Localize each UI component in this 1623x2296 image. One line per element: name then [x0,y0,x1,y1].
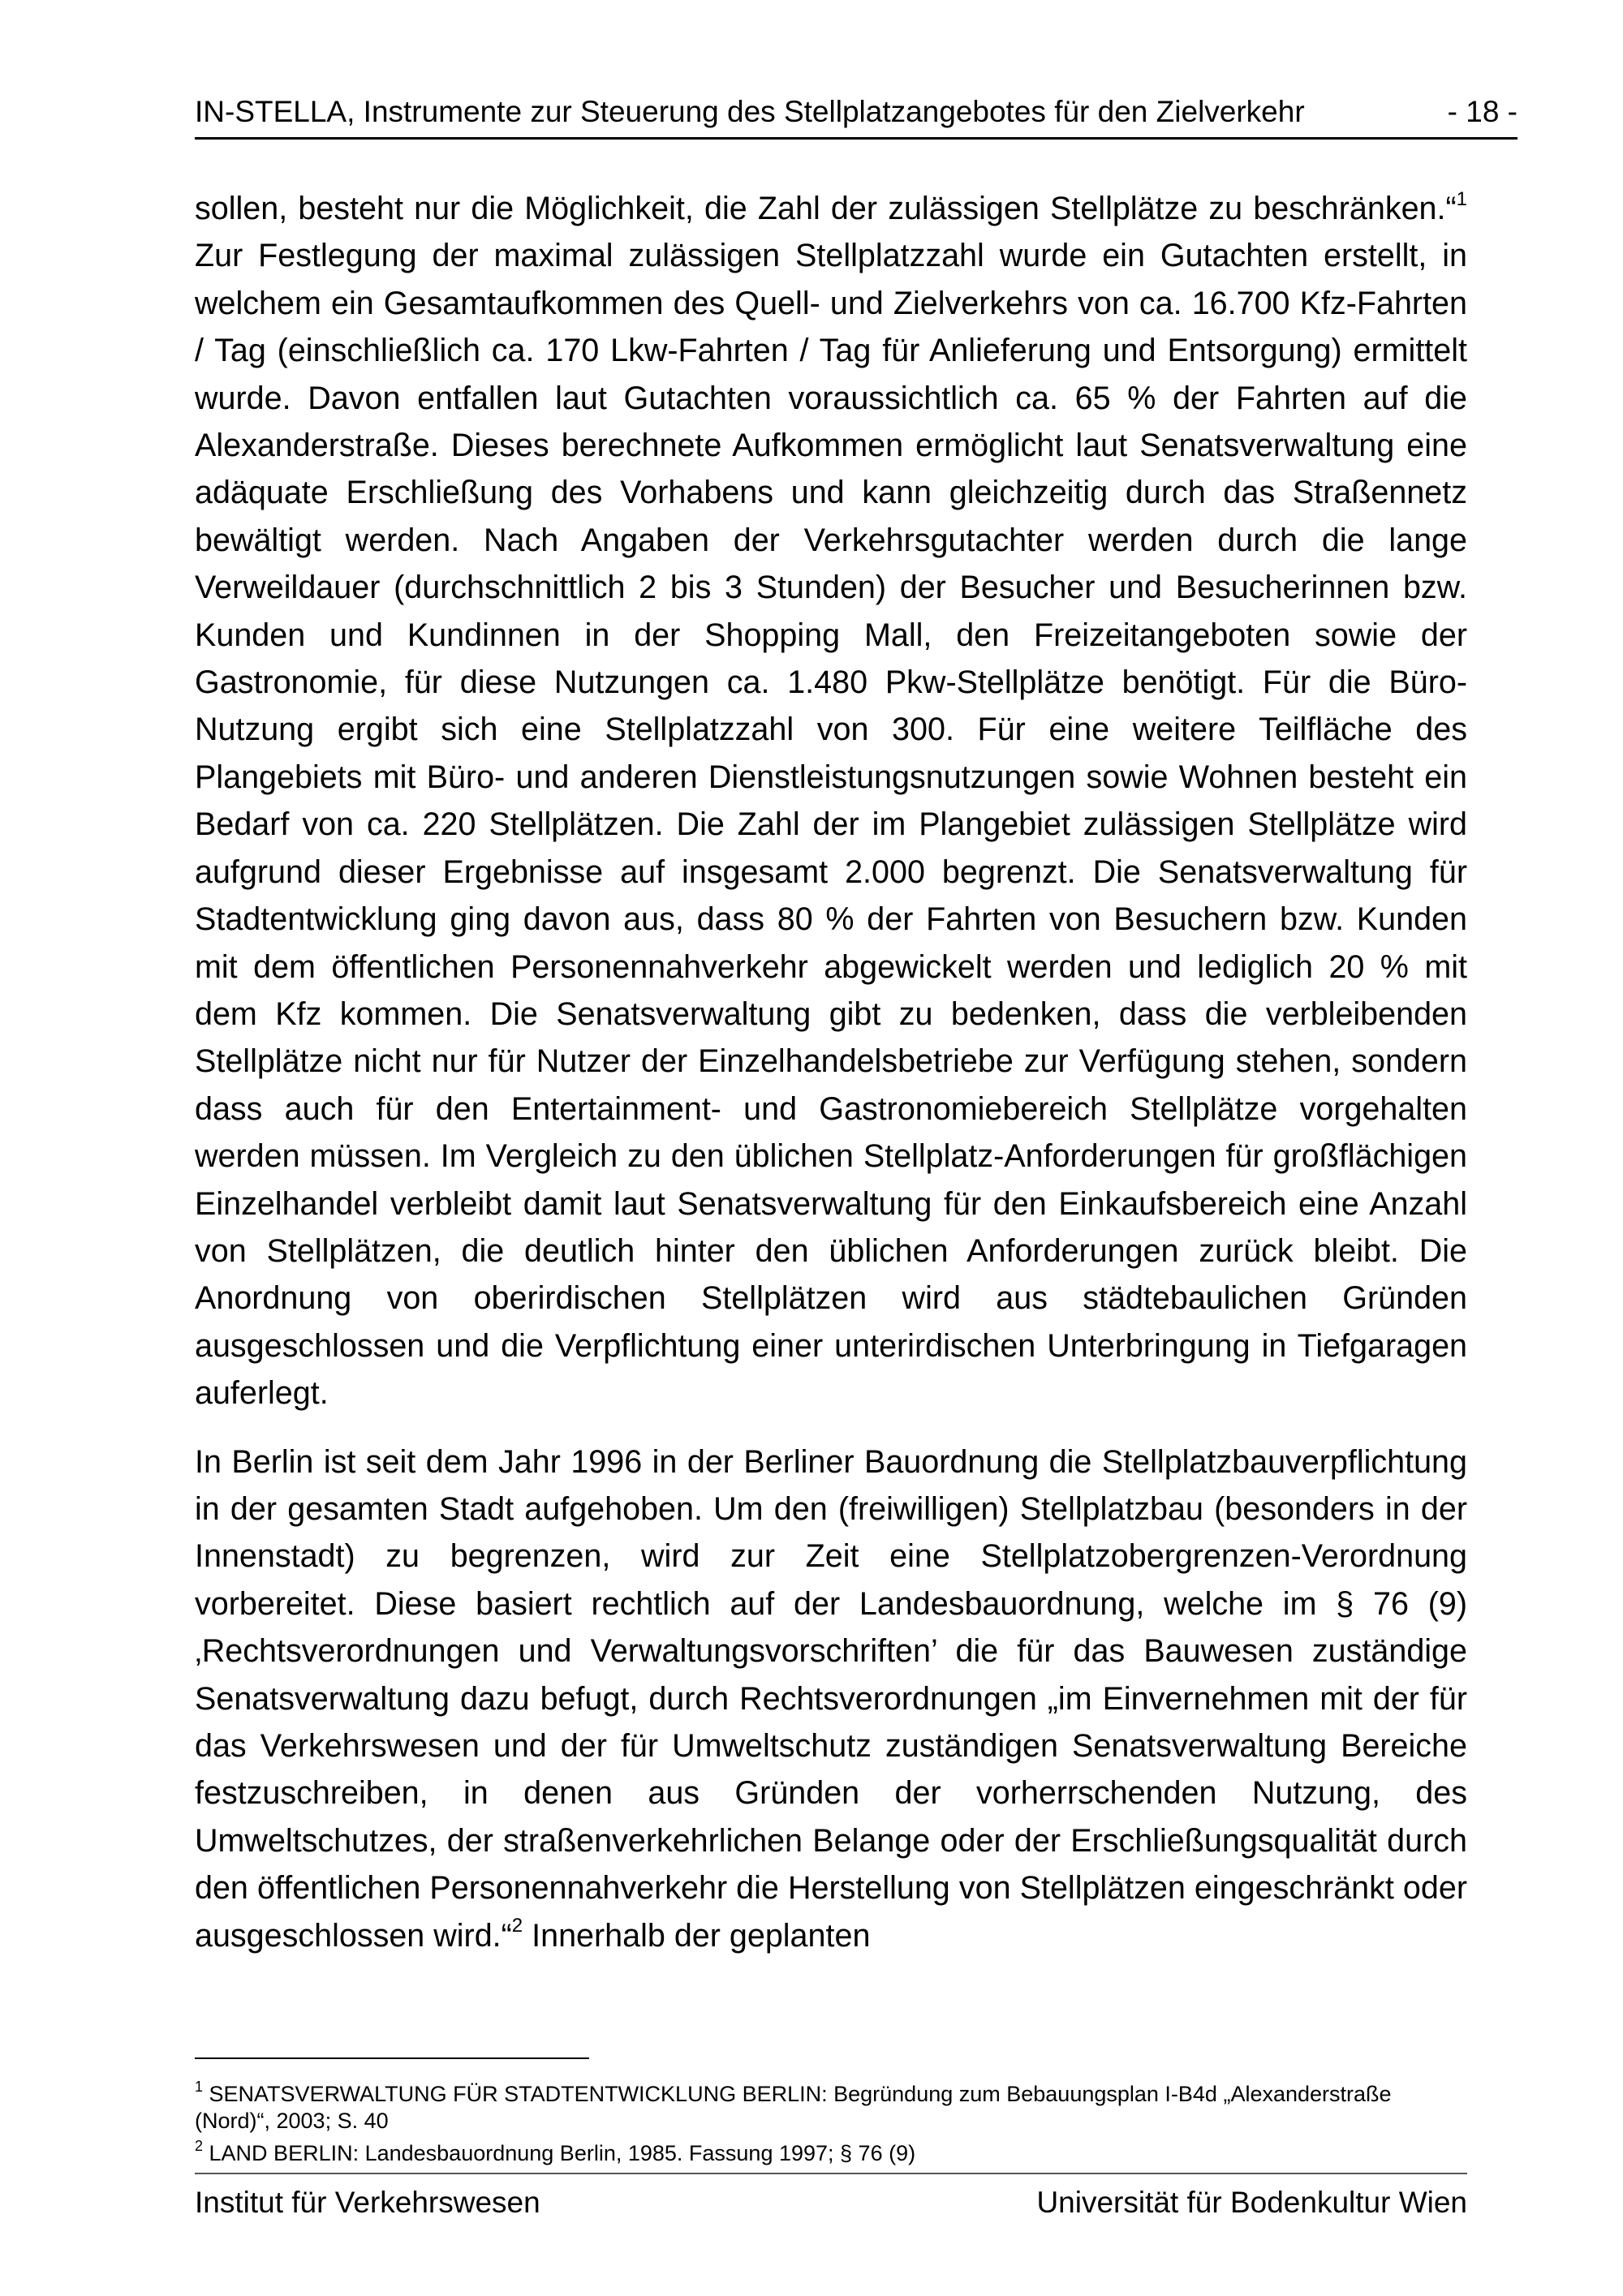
paragraph-1 [195,185,1467,1417]
page-footer [195,2173,1467,2223]
paragraph-1-tail: Zur Festlegung der maximal zulässigen Stellplatzzahl wurde ein Gutachten erstellt, in welchem ein Gesamtaufkommen des Quell- und Zielverkehrs von ca. 16.700 Kfz-Fahrten / Tag (einschließlich ca. 170 Lkw-Fahrten / Tag für Anlieferung und Entsorgung) ermittelt wurde. Davon entfallen laut Gutachten voraussichtlich ca. 65 % der Fahrten auf die Alexanderstraße. Dieses berechnete Aufkommen ermöglicht laut Senatsverwaltung eine adäquate Erschließung des Vorhabens und kann gleichzeitig durch das Straßennetz bewältigt werden. Nach Angaben der Verkehrsgutachter werden durch die lange Verweildauer (durchschnittlich 2 bis 3 Stunden) der Besucher und Besucherinnen bzw. Kunden und Kundinnen in der Shopping Mall, den Freizeitangeboten sowie der Gastronomie, für diese Nutzungen ca. 1.480 Pkw-Stellplätze benötigt. Für die Büro-Nutzung ergibt sich eine Stellplatzzahl von 300. Für eine weitere Teilfläche des Plangebiets mit Büro- und anderen Dienstleistungsnutzungen sowie Wohnen besteht ein Bedarf von ca. 220 Stellplätzen. Die Zahl der im Plangebiet zulässigen Stellplätze wird aufgrund dieser Ergebnisse auf insgesamt 2.000 begrenzt. Die Senatsverwaltung für Stadtentwicklung ging davon aus, dass 80 % der Fahrten von Besuchern bzw. Kunden mit dem öffentlichen Personennahverkehr abgewickelt werden und lediglich 20 % mit dem Kfz kommen. Die Senatsverwaltung gibt zu bedenken, dass die verbleibenden Stellplätze nicht nur für Nutzer der Einzelhandelsbetriebe zur Verfügung stehen, sondern dass auch für den Entertainment- und Gastronomiebereich Stellplätze vorgehalten werden müssen. Im Vergleich zu den üblichen Stellplatz-Anforderungen für großflächigen Einzelhandel verbleibt damit laut Senatsverwaltung für den Einkaufsbereich eine Anzahl von Stellplätzen, die deutlich hinter den üblichen Anforderungen zurück bleibt. Die Anordnung von oberirdischen Stellplätzen wird aus städtebaulichen Gründen ausgeschlossen und die Verpflichtung einer unterirdischen Unterbringung in Tiefgaragen auferlegt. [195,238,1467,1412]
page-number: - 18 - [1447,95,1518,128]
footnote-1 [195,2075,1467,2135]
header-title: IN-STELLA, Instrumente zur Steuerung des Stellplatzangebotes für den Zielverkehr [195,95,1305,128]
footnote-divider [195,2057,589,2059]
footnote-ref-1: 1 [1456,187,1467,210]
footnote-2-text: LAND BERLIN: Landesbauordnung Berlin, 1985. Fassung 1997; § 76 (9) [209,2141,916,2165]
footnote-1-number: 1 [195,2079,204,2095]
paragraph-2-text: In Berlin ist seit dem Jahr 1996 in der Berliner Bauordnung die Stellplatzbauverpflichtung in der gesamten Stadt aufgehoben. Um den (freiwilligen) Stellplatzbau (besonders in der Innenstadt) zu begrenzen, wird zur Zeit eine Stellplatzobergrenzen-Verordnung vorbereitet. Diese basiert rechtlich auf der Landesbauordnung, welche im § 76 (9) ‚Rechtsverordnungen und Verwaltungsvorschriften’ die für das Bauwesen zuständige Senatsverwaltung dazu befugt, durch Rechtsverordnungen „im Einvernehmen mit der für das Verkehrswesen und der für Umweltschutz zuständigen Senatsverwaltung Bereiche festzuschreiben, in denen aus Gründen der vorherrschenden Nutzung, des Umweltschutzes, der straßenverkehrlichen Belange oder der Erschließungsqualität durch den öffentlichen Personennahverkehr die Herstellung von Stellplätzen eingeschränkt oder ausgeschlossen wird.“ [195,1443,1467,1954]
paragraph-2-tail: Innerhalb der geplanten [523,1917,871,1954]
footer-university: Universität für Bodenkultur Wien [1036,2186,1467,2219]
footnote-2 [195,2135,1467,2167]
body-text [195,185,1467,1959]
paragraph-2 [195,1438,1467,1959]
footnote-2-number: 2 [195,2138,204,2154]
footer-institute: Institut für Verkehrswesen [195,2186,540,2219]
footnotes [195,2075,1467,2167]
page-header [195,92,1518,140]
footnote-ref-2: 2 [511,1915,523,1937]
paragraph-1-text: sollen, besteht nur die Möglichkeit, die Zahl der zulässigen Stellplätze zu beschränken.“ [195,191,1457,226]
footnote-1-text: SENATSVERWALTUNG FÜR STADTENTWICKLUNG BERLIN: Begründung zum Bebauungsplan I-B4d „Alexanderstraße (Nord)“, 2003; S. 40 [195,2082,1392,2133]
